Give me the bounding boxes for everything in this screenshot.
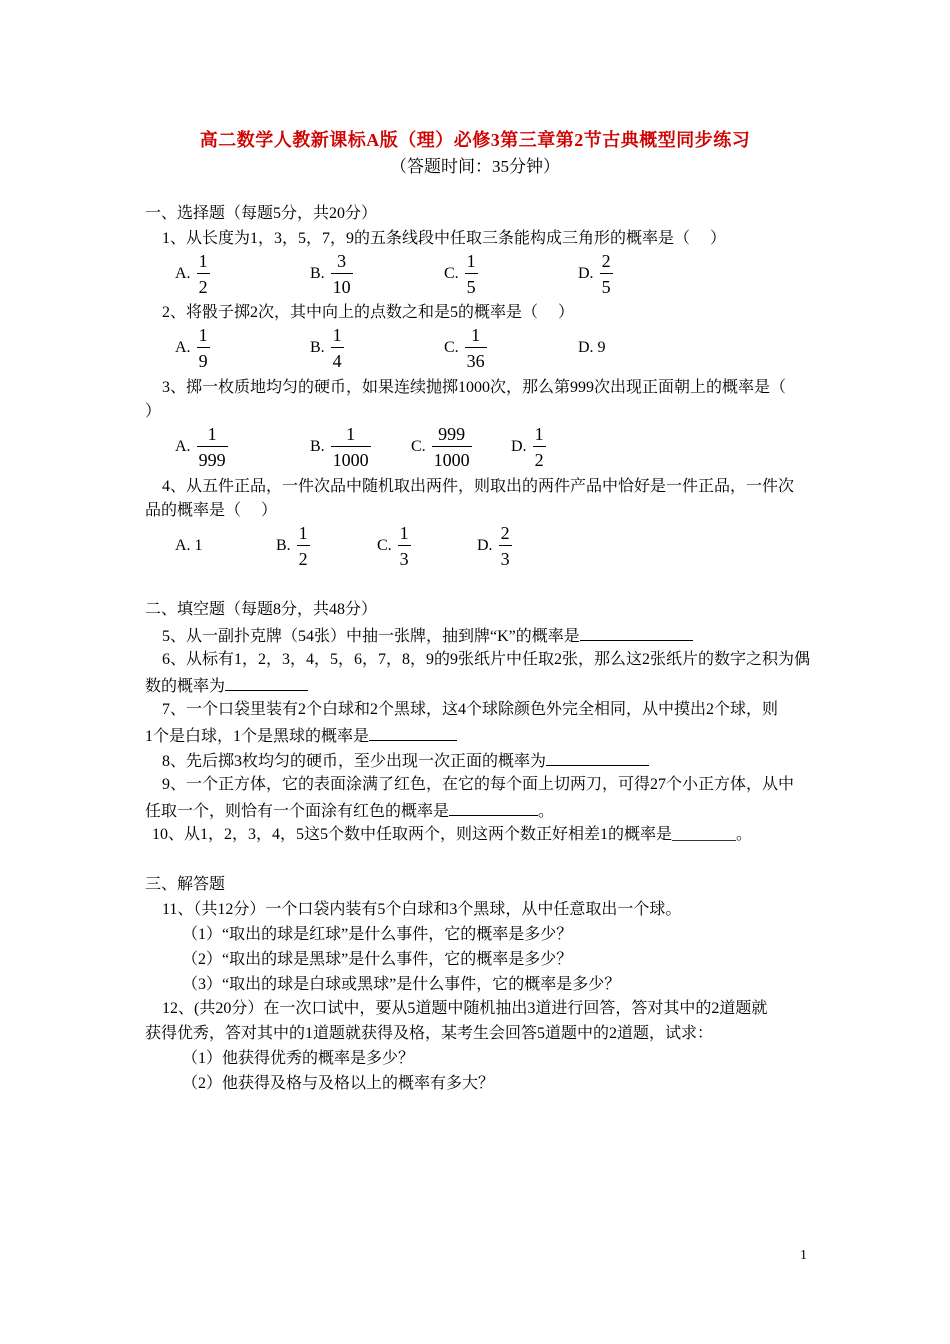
- question-12-line-2: 获得优秀，答对其中的1道题就获得及格，某考生会回答5道题中的2道题，试求：: [145, 1025, 714, 1042]
- question-11-part-1: （1）“取出的球是红球”是什么事件，它的概率是多少？: [182, 926, 573, 943]
- question-12-line-1: 12、(共20分）在一次口试中，要从5道题中随机抽出3道进行回答，答对其中的2道题就: [162, 1000, 768, 1017]
- section-heading-choice: 一、选择题（每题5分，共20分）: [145, 205, 378, 222]
- fraction: $\frac{1}{999}$: [198, 424, 226, 470]
- question-12-part-2: （2）他获得及格与及格以上的概率有多大？: [182, 1075, 495, 1092]
- question-12-part-1: （1）他获得优秀的概率是多少？: [182, 1050, 415, 1067]
- question-4-line-1: 4、从五件正品，一件次品中随机取出两件，则取出的两件产品中恰好是一件正品，一件次: [162, 478, 795, 495]
- q3-option-b: B. $\frac{1}{1000}$: [310, 424, 369, 470]
- question-7-line-2: 1个是白球，1个是黑球的概率是: [145, 724, 457, 748]
- fraction: $\frac{1}{2}$: [298, 523, 308, 569]
- answer-blank: [580, 624, 693, 641]
- q3-option-a: A. $\frac{1}{999}$: [175, 424, 226, 470]
- question-11: 11、（共12分）一个口袋内装有5个白球和3个黑球，从中任意取出一个球。: [162, 901, 682, 918]
- fraction: $\frac{999}{1000}$: [433, 424, 470, 470]
- q4-option-c: C. $\frac{1}{3}$: [377, 523, 409, 569]
- fraction: $\frac{1}{9}$: [198, 325, 208, 371]
- question-2: 2、将骰子掷2次，其中向上的点数之和是5的概率是（ ）: [162, 304, 575, 321]
- fraction: $\frac{1}{2}$: [534, 424, 544, 470]
- q3-option-d: D. $\frac{1}{2}$: [511, 424, 544, 470]
- fraction: $\frac{1}{1000}$: [332, 424, 369, 470]
- fraction: $\frac{1}{2}$: [198, 251, 208, 297]
- answer-blank: [546, 749, 649, 766]
- question-6-line-1: 6、从标有1，2，3，4，5，6，7，8，9的9张纸片中任取2张，那么这2张纸片的数字之积为偶: [162, 651, 811, 668]
- q3-option-c: C. $\frac{999}{1000}$: [411, 424, 470, 470]
- q1-option-a: A. $\frac{1}{2}$: [175, 251, 208, 297]
- question-1: 1、从长度为1，3，5，7，9的五条线段中任取三条能构成三角形的概率是（ ）: [162, 230, 727, 247]
- fraction: $\frac{3}{10}$: [332, 251, 351, 297]
- q1-option-b: B. $\frac{3}{10}$: [310, 251, 351, 297]
- fraction: $\frac{2}{5}$: [601, 251, 611, 297]
- q1-option-c: C. $\frac{1}{5}$: [444, 251, 476, 297]
- q4-option-d: D. $\frac{2}{3}$: [477, 523, 510, 569]
- answer-blank: [369, 724, 457, 741]
- question-3-line-1: 3、掷一枚质地均匀的硬币，如果连续抛掷1000次，那么第999次出现正面朝上的概率是（: [162, 379, 787, 396]
- fraction: $\frac{1}{3}$: [399, 523, 409, 569]
- q1-option-d: D. $\frac{2}{5}$: [578, 251, 611, 297]
- question-11-part-3: （3）“取出的球是白球或黑球”是什么事件，它的概率是多少？: [182, 976, 621, 993]
- fraction: $\frac{1}{4}$: [332, 325, 342, 371]
- question-6-line-2: 数的概率为: [145, 674, 308, 698]
- q4-option-b: B. $\frac{1}{2}$: [276, 523, 308, 569]
- question-11-part-2: （2）“取出的球是黑球”是什么事件，它的概率是多少？: [182, 951, 573, 968]
- page-subtitle: （答题时间：35分钟）: [390, 157, 560, 176]
- fraction: $\frac{1}{5}$: [466, 251, 476, 297]
- question-7-line-1: 7、一个口袋里装有2个白球和2个黑球，这4个球除颜色外完全相同，从中摸出2个球，则: [162, 701, 779, 718]
- question-9-line-1: 9、一个正方体，它的表面涂满了红色，在它的每个面上切两刀，可得27个小正方体，从中: [162, 776, 795, 793]
- question-3-line-2: ）: [145, 403, 162, 420]
- question-4-line-2: 品的概率是（ ）: [145, 502, 278, 519]
- q4-option-a: A. 1: [175, 537, 203, 554]
- question-8: 8、先后掷3枚均匀的硬币，至少出现一次正面的概率为: [162, 749, 649, 773]
- question-5: 5、从一副扑克牌（54张）中抽一张牌，抽到牌“K”的概率是: [162, 624, 693, 648]
- answer-blank: [449, 799, 538, 816]
- q2-option-d: D. 9: [578, 339, 606, 356]
- answer-blank: [225, 674, 308, 691]
- question-9-line-2: 任取一个，则恰有一个面涂有红色的概率是 。: [145, 799, 554, 823]
- fraction: $\frac{2}{3}$: [500, 523, 510, 569]
- page-title: 高二数学人教新课标A版（理）必修3第三章第2节古典概型同步练习: [199, 130, 751, 150]
- question-10: 10、从1，2，3，4，5这5个数中任取两个，则这两个数正好相差1的概率是________。: [152, 826, 753, 843]
- page-number: 1: [800, 1248, 807, 1263]
- fraction: $\frac{1}{36}$: [466, 325, 485, 371]
- section-heading-fill: 二、填空题（每题8分，共48分）: [145, 601, 378, 618]
- q2-option-b: B. $\frac{1}{4}$: [310, 325, 342, 371]
- section-heading-solve: 三、解答题: [145, 876, 226, 893]
- q2-option-c: C. $\frac{1}{36}$: [444, 325, 485, 371]
- q2-option-a: A. $\frac{1}{9}$: [175, 325, 208, 371]
